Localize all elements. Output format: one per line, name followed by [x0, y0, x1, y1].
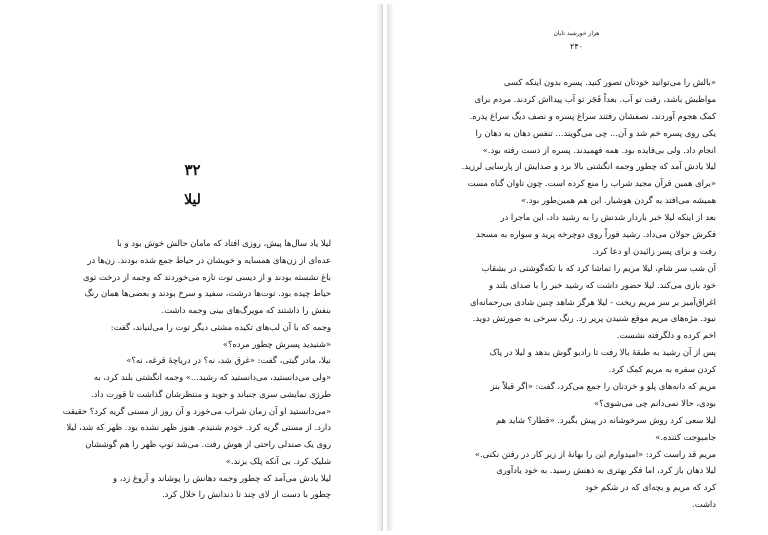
text-line: اغراق‌آمیز بر سر مریم ریخت - لیلا هرگز شاهد چنین شادی بی‌رحمانه‌ای: [469, 296, 716, 307]
text-line: طرزی نمایشی سری جنباند و جوید و منتظرشان گذاشت تا قورت داد.: [91, 388, 331, 399]
text-line: چطور با دست از لای چند تا دندانش را خلال کرد.: [161, 489, 331, 500]
right-page: [387, 4, 765, 531]
chapter-title: لیلا: [184, 192, 201, 208]
left-page: [3, 4, 383, 531]
text-line: روی یک صندلی راحتی از هوش رفت. می‌شد توپ ظهر را هم گوششان: [85, 439, 331, 449]
chapter-number: ۳۲: [184, 161, 201, 179]
text-line: «می‌دانستید او آن زمان شراب می‌خورد و آن روز از مستی گریه کرد؟ حقیقت: [62, 405, 331, 416]
gutter-shadow: [388, 4, 394, 531]
left-page-body: [49, 235, 331, 503]
running-head: هزار خورشید تابان: [553, 30, 600, 37]
text-line: مواظبش باشد، رفت تو آب. بعداً فَجَر تو آب پیدااش کردند. مردم برای: [474, 93, 716, 104]
text-line: مریم قد راست کرد: «امیدوارم این را بهانهٔ از زیر کار در رفتن نکنی.»: [474, 448, 716, 459]
text-line: «بالش را می‌توانید خودتان تصور کنید. پسره بدون اینکه کسی: [503, 77, 716, 87]
text-line: بنفش را داشتند که مویرگ‌های بینی وجمه داشت.: [161, 305, 331, 315]
text-line: آن شب سر شام، لیلا مریم را تماشا کرد که با تکه‌گوشتی در بشقاب: [481, 262, 716, 273]
text-line: «شنیدید پسرش چطور مرده؟»: [222, 338, 331, 349]
text-line: «ولی می‌دانستید، می‌دانستید که رشید...» وجمه انگشتی بلند کرد، به: [93, 372, 331, 382]
text-line: خود بازی می‌کند. لیلا حضور داشت که رشید خبر را با صدای بلند و: [488, 279, 716, 290]
page-number: ۲۴۰: [570, 42, 583, 51]
right-page-body: [434, 74, 716, 513]
text-line: لیلا دهان باز کرد، اما فکر بهتری به ذهنش رسید. به خود یادآوری: [496, 465, 716, 476]
text-line: رفت و برای پسر زائیدن او دعا کرد.: [592, 245, 716, 256]
text-line: شلیک کرد. بی آنکه پلک بزند.»: [225, 455, 331, 466]
text-line: باغ نشسته بودند و از دیسی توت تازه می‌خوردند که وجمه از درخت توی: [83, 271, 331, 282]
text-line: وجمه که با آن لب‌های تکیده مشتی دیگر توت را می‌لنباند، گفت:: [110, 321, 331, 332]
text-line: دارد. از مستی گریه کرد. خودم شنیدم. هنوز ظهر نشده بود. ظهر که شد، لیلا: [66, 422, 331, 433]
text-line: داشت.: [692, 499, 716, 510]
text-line: «برای همین قرآن مجید شراب را منع کرده است. چون تاوان گناه مست: [467, 178, 716, 189]
text-line: عده‌ای از زن‌های همسایه و خویشان در حیاط جمع شده بودند. زن‌ها در: [87, 254, 331, 265]
text-line: کمک هجوم آوردند، نصفشان رفتند سراغ پسره و نصف دیگ سراغ پدره.: [469, 110, 716, 121]
text-line: حیاط چیده بود. توت‌ها درشت، سفید و سرخ بودند و بعضی‌ها همان رنگ: [84, 288, 331, 299]
text-line: نبود. مژه‌های مریم موقع شنیدن پرپر زد. رنگ سرخی به صورتش دوید.: [472, 313, 716, 324]
text-line: اخم کرده و دلگرفته نشست.: [616, 330, 716, 341]
text-line: پس از آن رشید به طبقهٔ بالا رفت تا رادیو گوش بدهد و لیلا در پاک: [489, 347, 716, 358]
text-line: مریم که دانه‌های پلو و خردنان را جمع می‌کرد، گفت: «اگر قبلاً بنز: [490, 381, 716, 392]
text-line: بعد از اینکه لیلا خبر باردار شدنش را به رشید داد، این ماجرا در: [500, 212, 716, 223]
text-line: لیلا سعی کرد روش سرخوشانه در پیش بگیرد. «قطار؟ شاید هم: [495, 414, 716, 425]
text-line: لیلا یادش آمد که چطور وجمه انگشتی بالا برد و صدایش از پارسایی لرزید.: [461, 161, 716, 172]
text-line: نیلا، مادر گیتی، گفت: «غرق شد، نه؟ در دریاچهٔ قرغه، نه؟»: [126, 355, 331, 366]
text-line: لیلا یاد سال‌ها پیش، روزی افتاد که مامان حالش خوش بود و با: [116, 238, 331, 248]
text-line: یکی روی پسره خم شد و آن... چی می‌گویند... تنفس دهان به دهان را: [475, 127, 716, 138]
text-line: همیشه می‌افتد به گردن هوشیار. این هم همین‌طور بود.»: [520, 195, 716, 206]
text-line: کرد که مریم و بچه‌ای که در شکم خود: [585, 482, 716, 493]
text-line: کردن سفره به مریم کمک کرد.: [608, 364, 716, 375]
text-line: فکرش جولان می‌داد. رشید فوراً روی دوچرخه پرید و سواره به مسجد: [475, 229, 716, 240]
text-line: جامبوجت کننده.»: [655, 431, 716, 442]
gutter-shadow: [376, 4, 382, 531]
text-line: بودی، حالا نمی‌دانم چی می‌شوی؟»: [593, 397, 716, 408]
text-line: انجام داد. ولی بی‌فایده بود. همه فهمیدند. پسره از دست رفته بود.»: [482, 144, 716, 155]
text-line: لیلا یادش می‌آمد که چطور وجمه دهانش را پوشاند و آروغ زد، و: [113, 472, 331, 483]
